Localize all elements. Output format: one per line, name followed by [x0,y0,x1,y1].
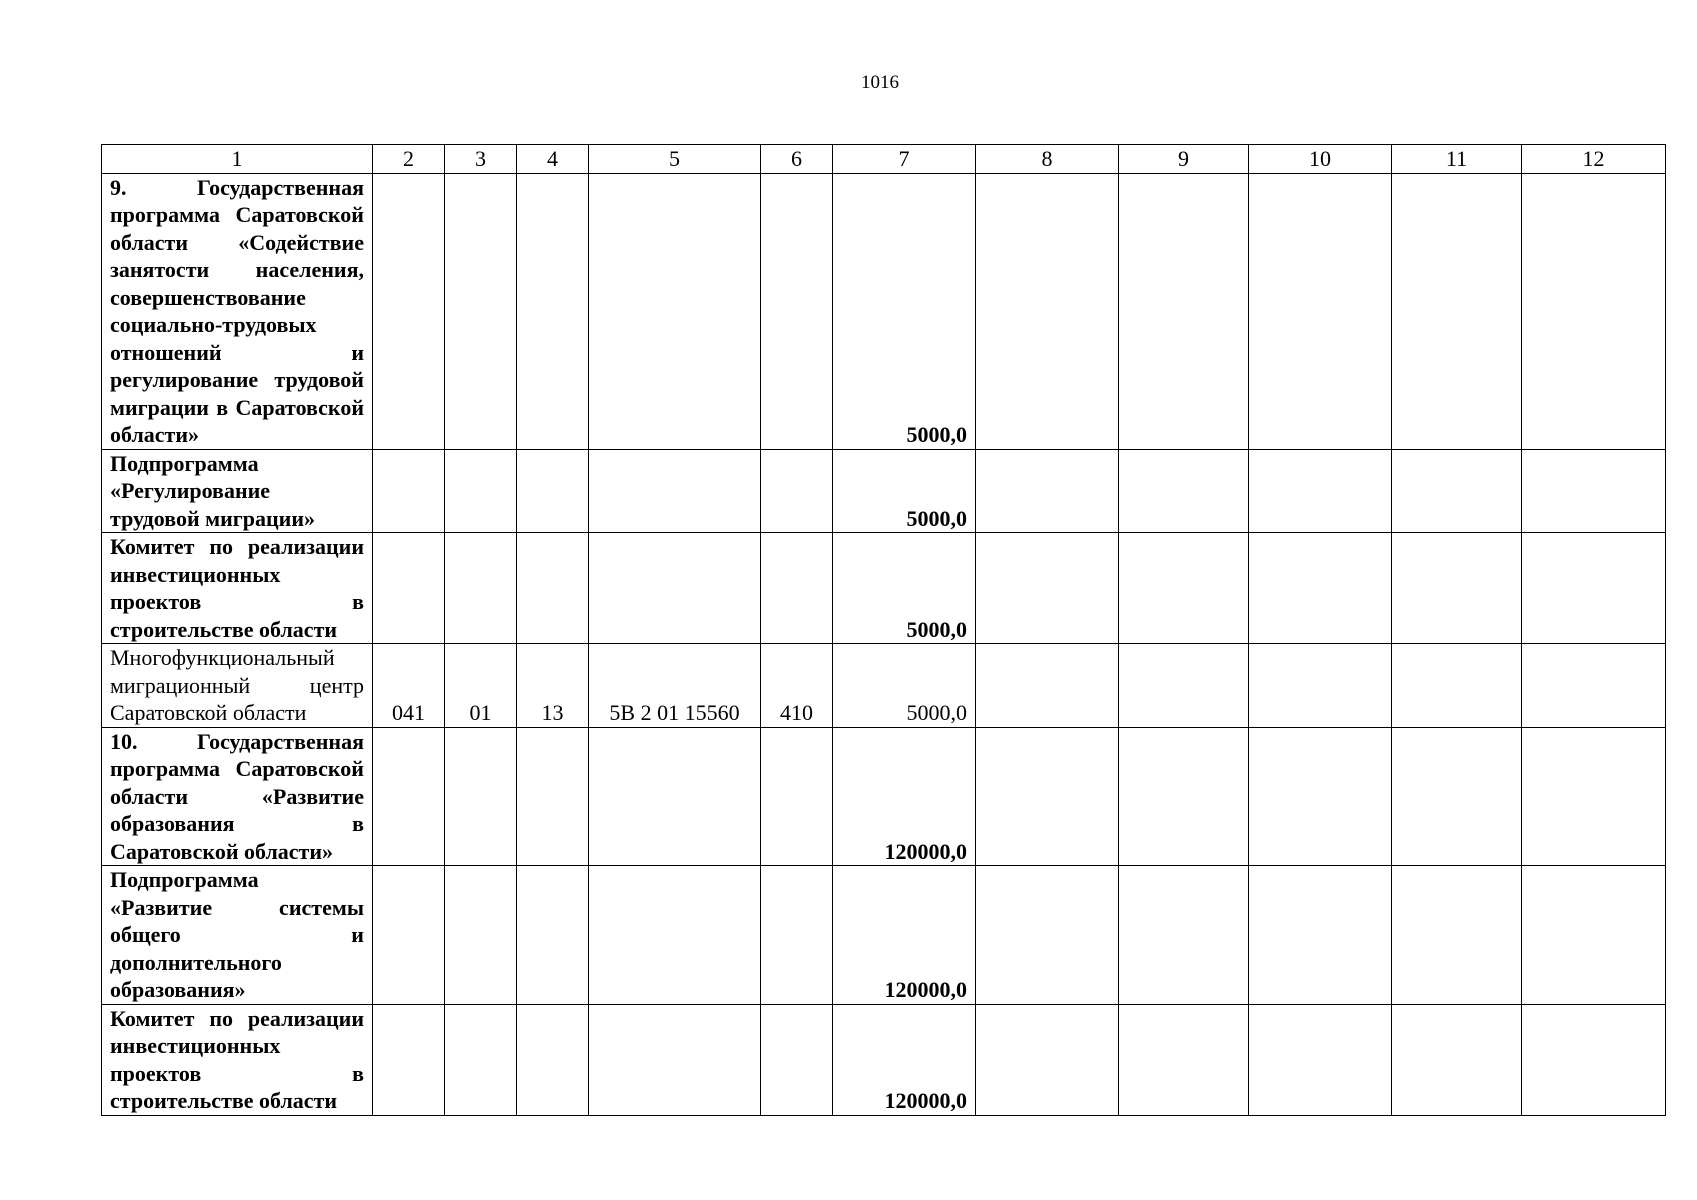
code-cell: 5В 2 01 15560 [589,644,761,728]
table-row [102,449,1666,533]
code-cell [589,866,761,1005]
code-cell [517,1004,589,1115]
column-number-row [102,145,1666,174]
code-cell [373,449,445,533]
empty-cell [976,1004,1119,1115]
code-cell [373,173,445,449]
empty-cell [1392,866,1522,1005]
column-number: 3 [445,145,517,174]
row-name: Многофункциональный миграционный центр Саратовской области [102,644,373,728]
code-cell [373,866,445,1005]
code-cell [761,533,833,644]
column-number: 2 [373,145,445,174]
row-name: Комитет по реализации инвестиционных проектов в строительстве области [102,533,373,644]
empty-cell [1392,644,1522,728]
table-row [102,533,1666,644]
empty-cell [976,173,1119,449]
empty-cell [976,727,1119,866]
column-number: 6 [761,145,833,174]
table-row [102,866,1666,1005]
empty-cell [1119,1004,1249,1115]
code-cell [445,866,517,1005]
column-number: 12 [1522,145,1666,174]
code-cell [373,727,445,866]
table-row [102,1004,1666,1115]
code-cell [445,533,517,644]
code-cell [761,449,833,533]
code-cell [445,1004,517,1115]
empty-cell [1249,533,1392,644]
empty-cell [1249,644,1392,728]
column-number: 7 [833,145,976,174]
empty-cell [1522,644,1666,728]
empty-cell [1392,727,1522,866]
code-cell [517,533,589,644]
column-number: 10 [1249,145,1392,174]
code-cell: 01 [445,644,517,728]
amount-cell: 5000,0 [833,533,976,644]
empty-cell [1249,866,1392,1005]
code-cell [445,173,517,449]
empty-cell [1119,727,1249,866]
code-cell [761,1004,833,1115]
empty-cell [1522,727,1666,866]
column-number: 1 [102,145,373,174]
amount-cell: 5000,0 [833,449,976,533]
empty-cell [976,644,1119,728]
column-number: 5 [589,145,761,174]
code-cell [373,533,445,644]
code-cell: 410 [761,644,833,728]
column-number: 9 [1119,145,1249,174]
code-cell [761,173,833,449]
row-name: Подпрограмма «Регулирование трудовой миграции» [102,449,373,533]
table-row [102,644,1666,728]
empty-cell [1119,533,1249,644]
code-cell [517,727,589,866]
amount-cell: 5000,0 [833,173,976,449]
code-cell [445,727,517,866]
empty-cell [976,449,1119,533]
empty-cell [1249,1004,1392,1115]
empty-cell [1119,644,1249,728]
empty-cell [1522,173,1666,449]
code-cell [517,866,589,1005]
code-cell [373,1004,445,1115]
column-number: 8 [976,145,1119,174]
code-cell: 041 [373,644,445,728]
amount-cell: 120000,0 [833,1004,976,1115]
empty-cell [1249,449,1392,533]
empty-cell [1522,1004,1666,1115]
empty-cell [1119,173,1249,449]
empty-cell [1119,866,1249,1005]
empty-cell [1522,866,1666,1005]
empty-cell [1249,173,1392,449]
empty-cell [1119,449,1249,533]
row-name: 9. Государственная программа Саратовской области «Содействие занятости населения, совершенствование социально-трудовых отношений и регулирование трудовой миграции в Саратовской области» [102,173,373,449]
page-number: 1016 [861,72,899,93]
empty-cell [1392,449,1522,533]
code-cell: 13 [517,644,589,728]
empty-cell [1249,727,1392,866]
table-row [102,173,1666,449]
table-row [102,727,1666,866]
code-cell [761,866,833,1005]
empty-cell [1522,533,1666,644]
code-cell [517,173,589,449]
empty-cell [1392,1004,1522,1115]
empty-cell [976,866,1119,1005]
empty-cell [976,533,1119,644]
code-cell [589,1004,761,1115]
row-name: 10. Государственная программа Саратовской области «Развитие образования в Саратовской области» [102,727,373,866]
budget-table [101,144,1666,1116]
empty-cell [1392,173,1522,449]
code-cell [589,727,761,866]
empty-cell [1522,449,1666,533]
amount-cell: 5000,0 [833,644,976,728]
amount-cell: 120000,0 [833,727,976,866]
code-cell [445,449,517,533]
row-name: Подпрограмма «Развитие системы общего и дополнительного образования» [102,866,373,1005]
row-name: Комитет по реализации инвестиционных проектов в строительстве области [102,1004,373,1115]
empty-cell [1392,533,1522,644]
code-cell [761,727,833,866]
column-number: 4 [517,145,589,174]
code-cell [589,533,761,644]
code-cell [517,449,589,533]
code-cell [589,449,761,533]
amount-cell: 120000,0 [833,866,976,1005]
column-number: 11 [1392,145,1522,174]
code-cell [589,173,761,449]
